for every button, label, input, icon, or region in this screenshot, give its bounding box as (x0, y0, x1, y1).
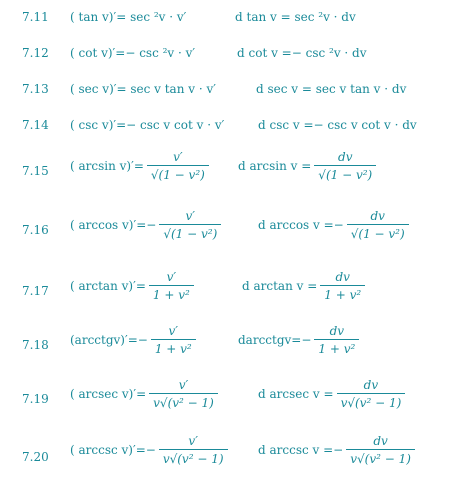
formula-row-7-15 (0, 150, 457, 196)
formula-number: 7.18 (22, 338, 49, 352)
formula-rhs-prefix: d arccos v =− (258, 218, 344, 232)
formula-row-7-11 (0, 6, 457, 46)
fraction (149, 378, 218, 410)
fraction-numerator: v′ (168, 324, 179, 338)
formula-lhs (70, 150, 212, 182)
formula-row-7-12 (0, 42, 457, 82)
formula-lhs-prefix: ( arctan v)′= (70, 279, 146, 293)
formula-rhs: d csc v =− csc v cot v · dv (258, 118, 417, 132)
formula-lhs (70, 209, 224, 241)
fraction (159, 434, 228, 466)
fraction-denominator: 1 + v² (149, 285, 194, 302)
formula-lhs (70, 270, 197, 302)
formula-rhs-prefix: d arcsec v = (258, 387, 334, 401)
formula-row-7-19 (0, 378, 457, 424)
formula-rhs: d tan v = sec ²v · dv (235, 10, 356, 24)
fraction-denominator: 1 + v² (320, 285, 365, 302)
formula-number: 7.16 (22, 223, 49, 237)
formula-lhs: ( sec v)′= sec v tan v · v′ (70, 82, 216, 96)
formula-rhs (242, 270, 368, 302)
fraction-denominator: √(1 − v²) (347, 224, 409, 241)
fraction (314, 324, 359, 356)
formula-lhs (70, 434, 231, 466)
fraction (147, 150, 209, 182)
formula-lhs-prefix: ( arccsc v)′=− (70, 443, 156, 457)
fraction-denominator: v√(v² − 1) (346, 449, 415, 466)
fraction (347, 209, 409, 241)
fraction-denominator: 1 + v² (314, 339, 359, 356)
fraction (159, 209, 221, 241)
formula-row-7-14 (0, 114, 457, 154)
fraction-denominator: v√(v² − 1) (149, 393, 218, 410)
formula-rhs-prefix: d arcsin v = (238, 159, 312, 173)
fraction-denominator: v√(v² − 1) (159, 449, 228, 466)
fraction-denominator: 1 + v² (151, 339, 196, 356)
fraction-numerator: v′ (178, 378, 189, 392)
formula-lhs-prefix: ( arcsec v)′= (70, 387, 147, 401)
formula-lhs: ( tan v)′= sec ²v · v′ (70, 10, 187, 24)
fraction-numerator: v′ (185, 209, 196, 223)
formula-lhs-prefix: (arcctgv)′=− (70, 333, 148, 347)
formula-rhs: d sec v = sec v tan v · dv (256, 82, 407, 96)
fraction-numerator: dv (370, 209, 385, 223)
formula-number: 7.15 (22, 164, 49, 178)
fraction-numerator: dv (329, 324, 345, 338)
formula-lhs-prefix: ( arcsin v)′= (70, 159, 144, 173)
formula-rhs (238, 150, 379, 182)
formula-lhs-prefix: ( arccos v)′=− (70, 218, 157, 232)
formula-lhs (70, 378, 221, 410)
fraction-numerator: dv (363, 378, 379, 392)
formula-number: 7.13 (22, 82, 49, 96)
fraction (314, 150, 376, 182)
formula-rhs-prefix: darcctgv=− (238, 333, 312, 347)
formula-number: 7.19 (22, 392, 49, 406)
formula-number: 7.12 (22, 46, 49, 60)
formula-rhs (258, 209, 412, 241)
formula-number: 7.14 (22, 118, 49, 132)
formula-rhs: d cot v =− csc ²v · dv (237, 46, 367, 60)
fraction (320, 270, 365, 302)
formula-number: 7.17 (22, 284, 49, 298)
fraction (149, 270, 194, 302)
formula-lhs (70, 324, 199, 356)
formula-row-7-13 (0, 78, 457, 118)
fraction-denominator: √(1 − v²) (314, 165, 376, 182)
fraction (151, 324, 196, 356)
formula-rhs-prefix: d arccsc v =− (258, 443, 344, 457)
fraction-numerator: v′ (173, 150, 183, 164)
fraction-numerator: v′ (166, 270, 177, 284)
fraction (337, 378, 406, 410)
formula-row-7-18 (0, 324, 457, 370)
formula-rhs (238, 324, 362, 356)
fraction (346, 434, 415, 466)
fraction-numerator: dv (373, 434, 388, 448)
formula-lhs: ( cot v)′=− csc ²v · v′ (70, 46, 196, 60)
formula-rhs (258, 434, 418, 466)
fraction-denominator: v√(v² − 1) (337, 393, 406, 410)
fraction-denominator: √(1 − v²) (159, 224, 221, 241)
formula-row-7-16 (0, 209, 457, 255)
formula-row-7-17 (0, 270, 457, 316)
fraction-numerator: dv (338, 150, 353, 164)
formula-number: 7.20 (22, 450, 49, 464)
fraction-numerator: dv (335, 270, 350, 284)
formula-row-7-20 (0, 434, 457, 484)
fraction-numerator: v′ (188, 434, 198, 448)
formula-number: 7.11 (22, 10, 49, 24)
formula-lhs: ( csc v)′=− csc v cot v · v′ (70, 118, 225, 132)
fraction-denominator: √(1 − v²) (147, 165, 209, 182)
formula-rhs-prefix: d arctan v = (242, 279, 318, 293)
formula-rhs (258, 378, 408, 410)
